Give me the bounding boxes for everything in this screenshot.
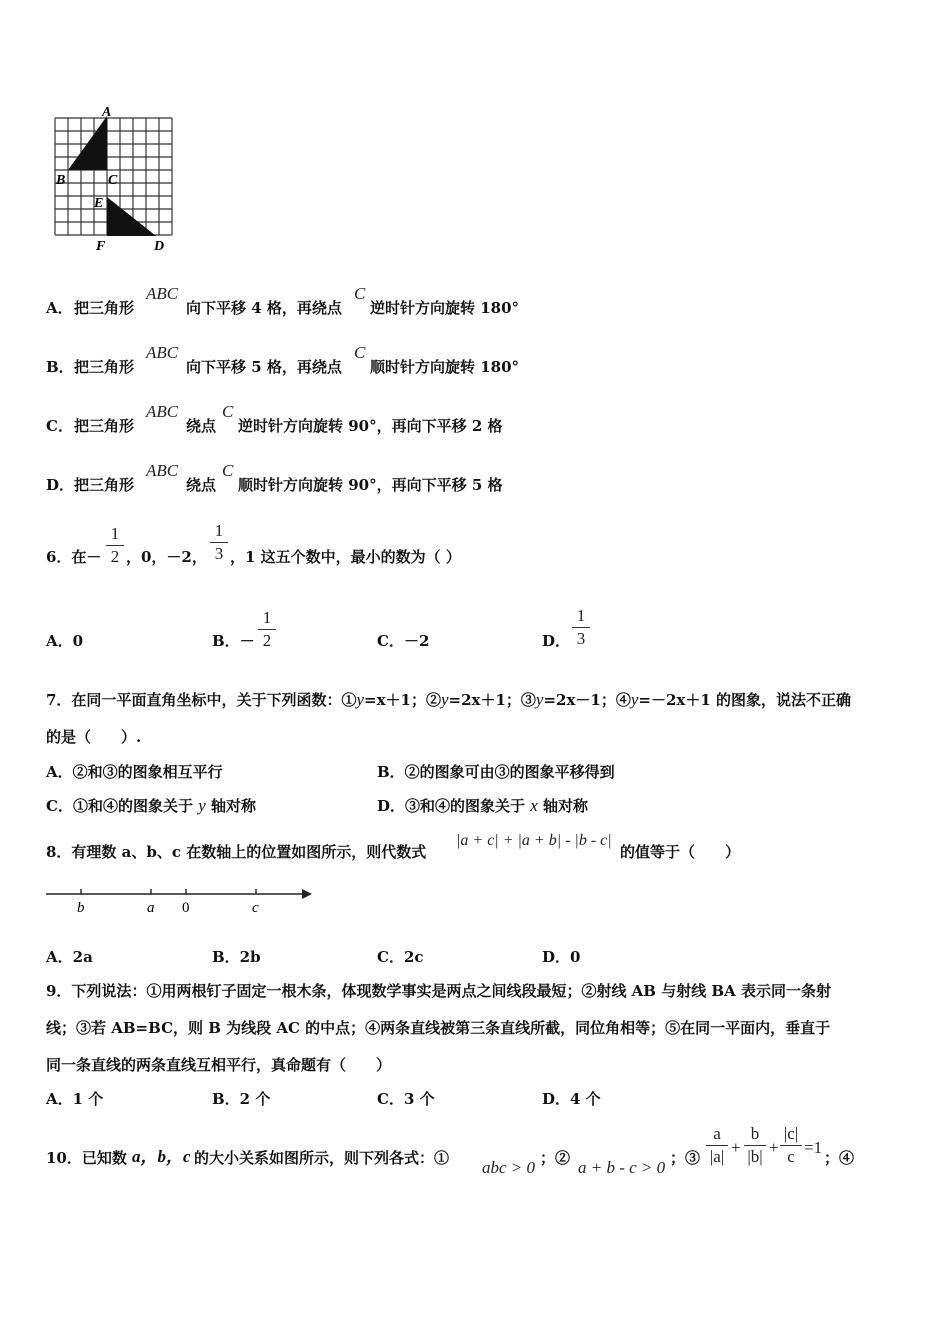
q8-text: 8．有理数 a、b、c 在数轴上的位置如图所示，则代数式 [46,843,427,861]
q9-option-d[interactable]: D．4 个 [542,1090,601,1108]
option-letter: A． [46,299,73,317]
q7-option-b[interactable]: B．②的图象可由③的图象平移得到 [377,763,615,781]
label-c: C [108,173,118,188]
q9-option-c[interactable]: C．3 个 [377,1090,435,1108]
math-abc: ABC [146,461,179,480]
fraction-abs-c-over-c: |c| c [780,1125,802,1166]
q7-text: =x＋1；② [364,691,441,709]
number-line-label: 0 [182,900,190,916]
math-abc: ABC [146,343,179,362]
label-e: E [94,196,104,211]
fraction-one-half: 1 2 [106,525,124,566]
var-y: y [630,690,639,709]
number-line-label: b [77,900,85,916]
q9-line3: 同一条直线的两条直线互相平行，真命题有（ ） [46,1056,392,1074]
q6-option-a[interactable]: A．0 [46,632,84,650]
math-c: C [354,343,366,362]
math-c: C [222,461,234,480]
q6-tail: ，1 这五个数中，最小的数为（ ） [230,548,461,566]
q7-option-a[interactable]: A．②和③的图象相互平行 [46,763,223,781]
var-x: x [530,796,538,815]
triangle-efd [107,197,156,236]
plus-sign: + [731,1138,741,1157]
q9-line1: 9．下列说法：①用两根钉子固定一根木条，体现数学事实是两点之间线段最短；②射线 AB 与射线 BA 表示同一条射 [46,982,831,1000]
q7-text: 轴对称 [543,797,589,815]
q6-option-d[interactable]: D． [542,632,571,650]
fraction-b-over-abs-b: b |b| [744,1125,766,1166]
option-text: 顺时针方向旋转 180° [370,358,520,376]
q10-expr2: a + b - c > 0 [578,1158,666,1177]
var-y: y [535,690,544,709]
q6-option-b[interactable]: B．－ [212,632,255,650]
q10-vars: a，b，c [132,1147,191,1166]
q6-lead: 6．在－ [46,548,102,566]
q8-option-b[interactable]: B．2b [212,948,261,966]
q10-sep: ；④ [824,1149,855,1167]
q7-text: 轴对称 [210,797,256,815]
q7-text: =2x－1；④ [543,691,631,709]
q7-text: =2x＋1；③ [448,691,536,709]
var-y: y [440,690,449,709]
q8-tail: 的值等于（ ） [620,843,741,861]
option-text: 向下平移 4 格，再绕点 [186,299,342,317]
label-f: F [96,239,106,254]
option-letter: C． [46,417,73,435]
var-y: y [198,796,206,815]
option-text: 绕点 [186,476,217,494]
q10-eq: =1 [804,1138,823,1157]
q7-text: C．①和④的图象关于 [46,797,193,815]
option-letter: D． [46,476,75,494]
math-c: C [354,284,366,303]
q6-option-c[interactable]: C．－2 [377,632,430,650]
option-text: 顺时针方向旋转 90°，再向下平移 5 格 [238,476,503,494]
option-text: 把三角形 [74,476,135,494]
option-text: 向下平移 5 格，再绕点 [186,358,342,376]
label-a: A [102,105,112,120]
number-line [44,882,316,918]
q9-option-a[interactable]: A．1 个 [46,1090,104,1108]
number-line-label: a [147,900,155,916]
plus-sign: + [769,1138,779,1157]
q7-option-d[interactable] [377,796,588,816]
q8-option-c[interactable]: C．2c [377,948,424,966]
arrow-head [302,889,312,899]
option-text: 逆时针方向旋转 90°，再向下平移 2 格 [238,417,503,435]
q9-option-b[interactable]: B．2 个 [212,1090,271,1108]
option-text: 把三角形 [74,299,135,317]
q7-option-c[interactable] [46,796,256,816]
q7-text: D．③和④的图象关于 [377,797,526,815]
var-y: y [356,690,364,709]
q10-sep: ；③ [670,1149,701,1167]
label-d: D [154,239,165,254]
option-text: 把三角形 [74,417,135,435]
q7-text: =－2x＋1 的图象，说法不正确 [638,691,851,709]
number-line-label: c [252,900,259,916]
fraction-a-over-abs-a: a |a| [706,1125,728,1166]
q8-expression: |a + c| + |a + b| - |b - c| [456,832,612,849]
option-text: 逆时针方向旋转 180° [370,299,520,317]
q7-text: 7．在同一平面直角坐标中，关于下列函数：① [46,691,357,709]
triangle-abc [68,116,107,170]
math-abc: ABC [146,402,179,421]
math-c: C [222,402,234,421]
q10-expr1: abc > 0 [482,1158,536,1177]
fraction-one-half: 1 2 [258,609,276,650]
option-text: 绕点 [186,417,217,435]
q9-line2: 线；③若 AB=BC，则 B 为线段 AC 的中点；④两条直线被第三条直线所截，同位角相等；⑤在同一平面内，垂直于 [46,1019,831,1037]
q6-mid: ，0，－2， [126,548,207,566]
question-7 [46,690,851,710]
math-abc: ABC [146,284,179,303]
q7-line2: 的是（ ）. [46,728,142,746]
fraction-one-third: 1 3 [572,607,590,648]
q10-lead: 10．已知数 [46,1149,127,1167]
q8-option-d[interactable]: D．0 [542,948,581,966]
q10-mid: 的大小关系如图所示，则下列各式：① [194,1149,450,1167]
q10-sep: ；② [540,1149,571,1167]
option-text: 把三角形 [74,358,135,376]
label-b: B [56,173,66,188]
fraction-one-third: 1 3 [210,522,228,563]
q8-option-a[interactable]: A．2a [46,948,93,966]
option-letter: B． [46,358,74,376]
grid-figure [48,104,178,254]
